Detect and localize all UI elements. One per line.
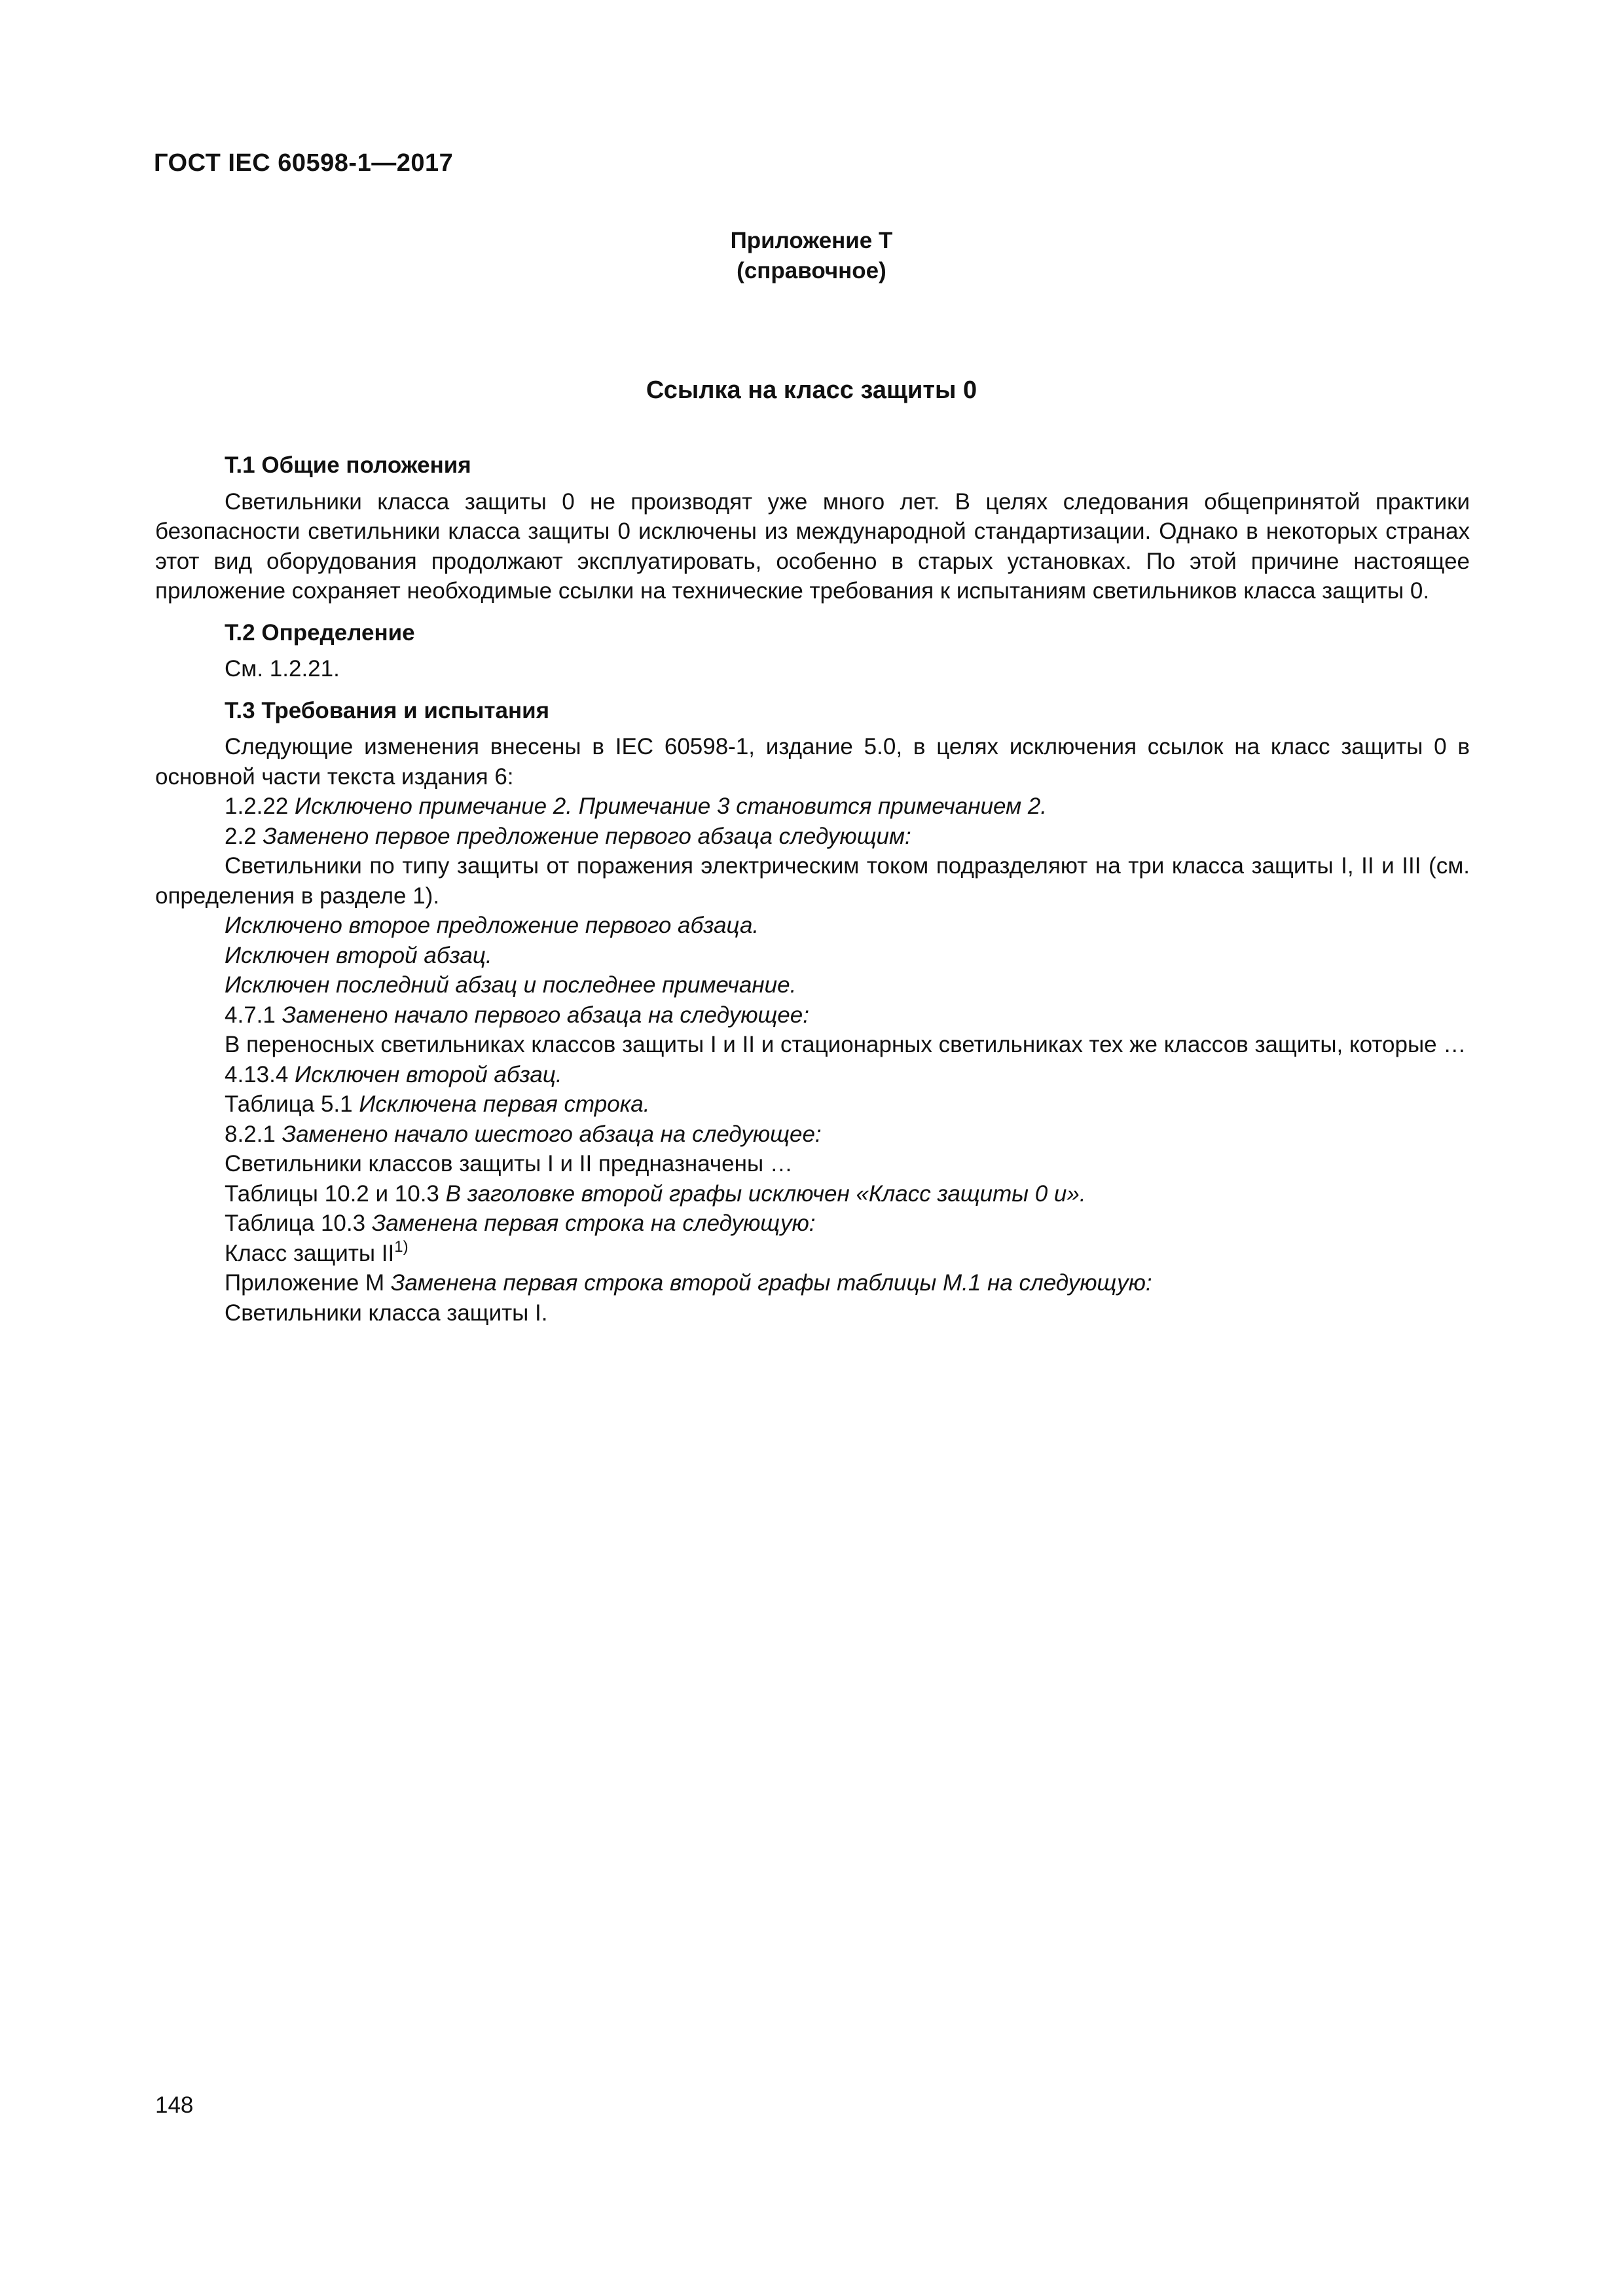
change-note-text: Исключен последний абзац и последнее примечание. [225,972,797,998]
footnote-mark: 1) [394,1237,409,1256]
change-note [155,941,1470,971]
change-instruction: Заменено первое предложение первого абзаца следующим: [263,823,911,849]
document-body [155,450,1470,1328]
annex-title-row [0,376,1623,405]
annex-heading [0,226,1623,286]
annex-label: Приложение Т [730,228,893,253]
replacement-value: Класс защиты II [225,1240,395,1266]
change-instruction: Заменено начало первого абзаца на следующее: [282,1002,809,1028]
change-note [155,911,1470,941]
standard-designation: ГОСТ IEC 60598-1—2017 [154,149,454,177]
replacement-text: Светильники по типу защиты от поражения электрическим током подразделяют на три класса защиты I, II и III (см. определения в разделе 1). [155,853,1470,909]
section-heading-t2: Т.2 Определение [225,619,415,646]
change-item [155,1209,1470,1239]
section-heading-t3: Т.3 Требования и испытания [225,697,550,723]
change-ref: 2.2 [225,823,257,849]
change-ref: Таблица 5.1 [225,1091,353,1117]
change-ref: 1.2.22 [225,793,289,819]
replacement-text [155,1239,1470,1269]
section-text-t1: Светильники класса защиты 0 не производят уже много лет. В целях следования общепринятой практики безопасности светильники класса защиты 0 исключены из международной стандартизации. Однако в некоторых странах этот вид оборудования продолжают эксплуатировать, особенно в старых установках. По этой причине настоящее приложение сохраняет необходимые ссылки на технические требования к испытаниям светильников класса защиты 0. [155,488,1470,604]
change-instruction: Заменена первая строка на следующую: [371,1211,816,1236]
replacement-text: Светильники классов защиты I и II предназначены … [225,1151,793,1176]
change-instruction: Исключено примечание 2. Примечание 3 становится примечанием 2. [295,793,1048,819]
change-item [155,1060,1470,1090]
replacement-text: Светильники класса защиты I. [225,1300,548,1326]
change-ref: 4.13.4 [225,1061,289,1087]
change-ref: Таблица 10.3 [225,1211,366,1236]
change-note [155,970,1470,1000]
change-ref: Приложение М [225,1270,385,1296]
replacement-text: В переносных светильниках классов защиты I и II и стационарных светильниках тех же классов защиты, которые … [225,1032,1467,1057]
change-instruction: Исключена первая строка. [359,1091,650,1117]
annex-title: Ссылка на класс защиты 0 [646,376,977,404]
section-text-t2: См. 1.2.21. [225,656,340,682]
annex-status: (справочное) [737,258,886,283]
change-instruction: В заголовке второй графы исключен «Класс защиты 0 и». [445,1180,1086,1207]
change-ref: 8.2.1 [225,1121,276,1147]
page-number: 148 [155,2092,194,2118]
change-item [155,822,1470,852]
change-note-text: Исключено второе предложение первого абзаца. [225,913,759,938]
change-ref: Таблицы 10.2 и 10.3 [225,1180,439,1207]
change-item [155,1120,1470,1150]
change-ref: 4.7.1 [225,1002,276,1028]
change-instruction: Заменена первая строка второй графы таблицы М.1 на следующую: [390,1270,1152,1296]
change-item [155,792,1470,822]
change-item [155,1089,1470,1120]
change-item [155,1268,1470,1298]
change-item [155,1179,1470,1209]
change-instruction: Заменено начало шестого абзаца на следующее: [282,1121,822,1147]
section-heading-t1: Т.1 Общие положения [225,452,471,478]
change-item [155,1000,1470,1030]
section-intro-t3: Следующие изменения внесены в IEC 60598-1, издание 5.0, в целях исключения ссылок на класс защиты 0 в основной части текста издания 6: [155,734,1470,790]
change-instruction: Исключен второй абзац. [295,1061,562,1087]
change-note-text: Исключен второй абзац. [225,942,492,968]
